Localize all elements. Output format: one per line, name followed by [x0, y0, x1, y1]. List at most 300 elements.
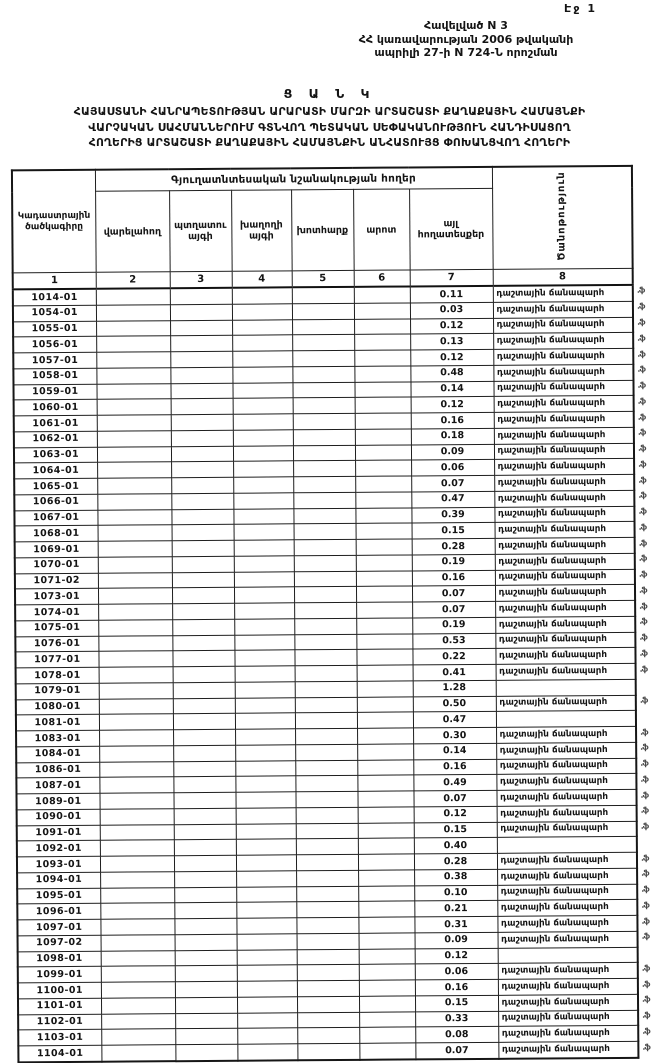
cell-vineyard	[236, 902, 296, 918]
cell-cadastral-code: 1083-01	[16, 730, 99, 746]
cell-note: դաշտային ճանապարհ	[494, 506, 634, 523]
cell-arable	[98, 651, 172, 667]
cell-orchard	[171, 414, 233, 430]
cell-arable	[100, 919, 174, 935]
cell-note: դաշտային ճանապարհ	[493, 301, 633, 318]
cell-vineyard	[233, 461, 293, 477]
cell-cadastral-code: 1099-01	[18, 966, 101, 982]
cell-vineyard	[233, 477, 293, 493]
cell-cadastral-code: 1074-01	[15, 604, 98, 620]
margin-artifact-mark: .ֆ	[641, 979, 650, 989]
cell-vineyard	[237, 934, 297, 950]
cell-hayfield	[295, 713, 357, 729]
cell-pasture	[355, 444, 411, 460]
cell-hayfield	[296, 807, 358, 823]
cell-orchard	[175, 950, 237, 966]
cell-note: դաշտային ճանապարհ	[497, 884, 637, 901]
cell-vineyard	[235, 760, 295, 776]
cell-arable	[96, 304, 170, 320]
cell-vineyard	[237, 1044, 297, 1061]
cell-arable	[98, 588, 172, 604]
cell-cadastral-code: 1075-01	[15, 620, 98, 636]
cell-vineyard	[234, 619, 294, 635]
cell-note: դաշտային ճանապարհ	[493, 285, 633, 302]
cell-note: դաշտային ճանապարհ	[495, 553, 635, 570]
table-body	[13, 285, 639, 1062]
cell-arable	[101, 1013, 175, 1029]
margin-artifact-mark: .ֆ	[640, 742, 648, 752]
cell-arable	[97, 509, 171, 525]
cell-hayfield	[294, 634, 356, 650]
margin-artifact-mark: .ֆ	[637, 412, 646, 422]
cell-hayfield	[292, 382, 354, 398]
cell-orchard	[174, 902, 236, 918]
cell-arable	[97, 446, 171, 462]
cell-orchard	[171, 493, 233, 509]
margin-artifact-mark: .ֆ	[640, 758, 648, 768]
cell-hayfield	[295, 760, 357, 776]
cell-other-lands: 0.18	[411, 428, 494, 444]
subtitle-line: ՎԱՐՉԱԿԱՆ ՍԱՀՄԱՆՆԵՐՈՒՄ ԳՏՆՎՈՂ ՊԵՏԱԿԱՆ ՍԵՓԱԿԱՆՈՒԹՅՈՒՆ ՀԱՆԴԻՍԱՑՈՂ	[88, 120, 571, 134]
margin-artifact-mark: .ֆ	[638, 538, 647, 548]
margin-artifact-mark: .ֆ	[637, 364, 645, 374]
cell-hayfield	[295, 776, 357, 792]
cell-arable	[99, 745, 173, 761]
cell-other-lands: 0.28	[414, 853, 497, 869]
cell-hayfield	[295, 728, 357, 744]
cell-cadastral-code: 1101-01	[18, 998, 101, 1014]
cell-cadastral-code: 1073-01	[15, 588, 98, 604]
cell-orchard	[172, 650, 234, 666]
cell-other-lands: 0.14	[410, 381, 493, 397]
cell-arable	[100, 824, 174, 840]
header-group-agricultural-lands: Գյուղատնտեսական նշանակության հողեր	[95, 167, 492, 191]
cell-other-lands: 0.12	[415, 948, 498, 964]
cell-pasture	[356, 570, 412, 586]
cell-cadastral-code: 1059-01	[13, 384, 96, 400]
cell-cadastral-code: 1091-01	[17, 825, 100, 841]
cell-pasture	[359, 948, 415, 964]
cell-cadastral-code: 1102-01	[18, 1014, 101, 1030]
cell-cadastral-code: 1062-01	[14, 431, 97, 447]
land-table	[11, 165, 640, 1063]
cell-hayfield	[294, 602, 356, 618]
cell-other-lands: 0.08	[415, 1027, 498, 1043]
page-number: Էջ 1	[564, 2, 597, 15]
cell-pasture	[357, 759, 413, 775]
cell-vineyard	[235, 729, 295, 745]
cell-orchard	[170, 351, 232, 367]
cell-other-lands: 0.21	[414, 901, 497, 917]
cell-pasture	[354, 303, 410, 319]
cell-arable	[98, 572, 172, 588]
cell-pasture	[354, 381, 410, 397]
cell-arable	[100, 903, 174, 919]
cell-vineyard	[234, 634, 294, 650]
cell-arable	[96, 367, 170, 383]
cell-vineyard	[232, 319, 292, 335]
cell-hayfield	[295, 697, 357, 713]
cell-arable	[101, 966, 175, 982]
cell-note: դաշտային ճանապարհ	[497, 852, 637, 869]
cell-vineyard	[234, 571, 294, 587]
cell-pasture	[354, 350, 410, 366]
cell-note: դաշտային ճանապարհ	[497, 915, 637, 932]
cell-cadastral-code: 1089-01	[16, 793, 99, 809]
cell-orchard	[173, 792, 235, 808]
cell-note: դաշտային ճանապարհ	[494, 474, 634, 491]
cell-cadastral-code: 1090-01	[17, 809, 100, 825]
cell-cadastral-code: 1055-01	[13, 321, 96, 337]
header-note	[492, 166, 633, 270]
cell-arable	[101, 997, 175, 1013]
cell-arable	[100, 856, 174, 872]
cell-arable	[99, 730, 173, 746]
cell-note: դաշտային ճանապարհ	[498, 1010, 638, 1027]
cell-pasture	[358, 917, 414, 933]
margin-artifact-mark: .ֆ	[641, 900, 649, 910]
margin-artifact-mark: .ֆ	[637, 317, 645, 327]
cell-cadastral-code: 1098-01	[18, 951, 101, 967]
cell-cadastral-code: 1061-01	[14, 415, 97, 431]
cell-orchard	[171, 509, 233, 525]
cell-other-lands: 0.07	[412, 586, 495, 602]
cell-other-lands: 0.41	[413, 664, 496, 680]
cell-note	[497, 837, 637, 854]
cell-pasture	[356, 555, 412, 571]
cell-orchard	[171, 430, 233, 446]
margin-artifact-mark: .ֆ	[638, 569, 647, 579]
cell-pasture	[356, 633, 412, 649]
cell-cadastral-code: 1097-01	[17, 919, 100, 935]
cell-other-lands: 0.47	[413, 712, 496, 728]
cell-orchard	[174, 855, 236, 871]
margin-artifact-mark: .ֆ	[641, 868, 649, 878]
cell-vineyard	[237, 1012, 297, 1028]
cell-pasture	[355, 429, 411, 445]
cell-pasture	[355, 476, 411, 492]
cell-cadastral-code: 1014-01	[13, 289, 96, 306]
cell-pasture	[357, 744, 413, 760]
cell-note: դաշտային ճանապարհ	[497, 868, 637, 885]
cell-hayfield	[293, 398, 355, 414]
margin-artifact-mark: .ֆ	[636, 301, 645, 311]
cell-cadastral-code: 1058-01	[13, 368, 96, 384]
cell-arable	[96, 288, 170, 305]
header-pasture: արոտ	[353, 189, 410, 270]
cell-cadastral-code: 1097-02	[18, 935, 101, 951]
cell-pasture	[357, 775, 413, 791]
cell-vineyard	[236, 886, 296, 902]
cell-vineyard	[234, 556, 294, 572]
cell-note: դաշտային ճանապարհ	[495, 537, 635, 554]
cell-cadastral-code: 1064-01	[14, 463, 97, 479]
cell-cadastral-code: 1076-01	[15, 636, 98, 652]
cell-orchard	[173, 666, 235, 682]
cell-other-lands: 0.07	[415, 1042, 498, 1059]
margin-artifact-mark: .ֆ	[638, 490, 646, 500]
cell-hayfield	[294, 618, 356, 634]
margin-artifact-mark: .ֆ	[638, 522, 647, 532]
margin-artifact-mark: .ֆ	[637, 396, 646, 406]
cell-note: դաշտային ճանապարհ	[495, 600, 635, 617]
column-number: 6	[354, 270, 410, 287]
cell-hayfield	[296, 870, 358, 886]
cell-cadastral-code: 1066-01	[14, 494, 97, 510]
cell-orchard	[170, 288, 232, 305]
cell-other-lands: 0.49	[413, 775, 496, 791]
margin-artifact-mark: .ֆ	[640, 853, 649, 863]
cell-hayfield	[296, 823, 358, 839]
margin-artifact-mark: .ֆ	[639, 648, 648, 658]
cell-vineyard	[235, 713, 295, 729]
appendix-line: ապրիլի 27-ի N 724-Ն որոշման	[374, 46, 558, 59]
cell-pasture	[355, 507, 411, 523]
cell-pasture	[354, 334, 410, 350]
cell-arable	[101, 982, 175, 998]
cell-hayfield	[292, 335, 354, 351]
cell-hayfield	[292, 303, 354, 319]
cell-hayfield	[297, 949, 359, 965]
cell-cadastral-code: 1063-01	[14, 447, 97, 463]
cell-pasture	[356, 586, 412, 602]
cell-orchard	[175, 997, 237, 1013]
cell-orchard	[174, 824, 236, 840]
cell-note: դաշտային ճանապարհ	[494, 427, 634, 444]
cell-other-lands: 0.11	[410, 286, 493, 303]
header-cadastral-code: Կադաստրային ծածկագիրը	[12, 170, 96, 273]
cell-hayfield	[292, 319, 354, 335]
cell-hayfield	[293, 508, 355, 524]
cell-hayfield	[293, 413, 355, 429]
margin-artifact-mark: .ֆ	[642, 1026, 650, 1036]
cell-cadastral-code: 1081-01	[16, 714, 99, 730]
cell-note: դաշտային ճանապարհ	[497, 900, 637, 917]
cell-arable	[96, 336, 170, 352]
cell-cadastral-code: 1057-01	[13, 352, 96, 368]
cell-orchard	[175, 1044, 237, 1061]
cell-cadastral-code: 1104-01	[18, 1045, 101, 1062]
cell-vineyard	[233, 398, 293, 414]
cell-pasture	[355, 460, 411, 476]
cell-vineyard	[234, 587, 294, 603]
cell-note: դաշտային ճանապարհ	[494, 459, 634, 476]
cell-other-lands: 0.15	[414, 822, 497, 838]
cell-pasture	[357, 712, 413, 728]
cell-orchard	[171, 462, 233, 478]
cell-vineyard	[233, 493, 293, 509]
cell-arable	[101, 950, 175, 966]
cell-note: դաշտային ճանապարհ	[498, 931, 638, 948]
cell-vineyard	[236, 823, 296, 839]
cell-pasture	[356, 523, 412, 539]
cell-pasture	[354, 286, 410, 303]
cell-pasture	[355, 492, 411, 508]
cell-arable	[99, 667, 173, 683]
cell-orchard	[172, 619, 234, 635]
cell-note: դաշտային ճանապարհ	[498, 1026, 638, 1043]
cell-note: դաշտային ճանապարհ	[493, 364, 633, 381]
cell-orchard	[171, 399, 233, 415]
cell-hayfield	[292, 350, 354, 366]
cell-arable	[98, 525, 172, 541]
header-arable: վարելահող	[95, 191, 170, 273]
cell-pasture	[359, 980, 415, 996]
cell-arable	[97, 430, 171, 446]
cell-other-lands: 0.07	[413, 790, 496, 806]
cell-note	[496, 679, 636, 696]
cell-arable	[100, 840, 174, 856]
cell-cadastral-code: 1060-01	[14, 400, 97, 416]
cell-orchard	[175, 981, 237, 997]
cell-other-lands: 0.40	[414, 838, 497, 854]
cell-hayfield	[297, 980, 359, 996]
cell-pasture	[357, 728, 413, 744]
margin-artifact-mark: .ֆ	[637, 427, 646, 437]
cell-hayfield	[293, 476, 355, 492]
margin-artifact-mark: .ֆ	[640, 774, 648, 784]
cell-orchard	[172, 572, 234, 588]
cell-orchard	[173, 729, 235, 745]
cell-orchard	[170, 367, 232, 383]
cell-orchard	[172, 540, 234, 556]
cell-vineyard	[236, 839, 296, 855]
cell-arable	[96, 352, 170, 368]
subtitle-line: ՀԱՅԱՍՏԱՆԻ ՀԱՆՐԱՊԵՏՈՒԹՅԱՆ ԱՐԱՐԱՏԻ ՄԱՐԶԻ ԱՐՏԱՇԱՏԻ ՔԱՂԱՔԱՅԻՆ ՀԱՄԱՅՆՔԻ	[73, 105, 586, 118]
cell-note: դաշտային ճանապարհ	[495, 522, 635, 539]
document-title: Ց Ա Ն Կ	[283, 86, 376, 101]
cell-other-lands: 0.33	[415, 1011, 498, 1027]
cell-hayfield	[294, 524, 356, 540]
cell-arable	[100, 871, 174, 887]
cell-orchard	[172, 603, 234, 619]
cell-orchard	[170, 336, 232, 352]
margin-artifact-mark: .ֆ	[637, 349, 645, 359]
cell-vineyard	[232, 335, 292, 351]
cell-vineyard	[235, 792, 295, 808]
column-number: 7	[410, 269, 493, 286]
cell-orchard	[172, 525, 234, 541]
cell-arable	[100, 887, 174, 903]
cell-note: դաշտային ճանապարհ	[496, 695, 636, 712]
cell-note: դաշտային ճանապարհ	[493, 317, 633, 334]
cell-orchard	[175, 1028, 237, 1044]
cell-pasture	[354, 366, 410, 382]
cell-note: դաշտային ճանապարհ	[495, 616, 635, 633]
cell-orchard	[175, 934, 237, 950]
cell-pasture	[356, 649, 412, 665]
cell-arable	[98, 619, 172, 635]
margin-artifact-mark: .ֆ	[641, 931, 650, 941]
appendix-line: Հավելված N 3	[424, 19, 508, 32]
cell-orchard	[173, 713, 235, 729]
cell-note: դաշտային ճանապարհ	[493, 348, 633, 365]
cell-orchard	[172, 635, 234, 651]
margin-artifact-mark: .ֆ	[637, 333, 645, 343]
column-number: 2	[96, 272, 170, 289]
cell-hayfield	[297, 996, 359, 1012]
cell-arable	[100, 808, 174, 824]
cell-vineyard	[237, 997, 297, 1013]
margin-artifact-mark: .ֆ	[639, 632, 647, 642]
cell-hayfield	[297, 1012, 359, 1028]
cell-other-lands: 0.19	[412, 617, 495, 633]
header-vineyard: խաղողի այգի	[231, 190, 292, 271]
cell-pasture	[356, 618, 412, 634]
cell-vineyard	[233, 445, 293, 461]
cell-cadastral-code: 1086-01	[16, 762, 99, 778]
cell-note: դաշտային ճանապարհ	[498, 994, 638, 1011]
header-other-lands: այլ հողատեսքեր	[409, 188, 493, 270]
table-row	[18, 1041, 638, 1062]
margin-artifact-mark: .ֆ	[640, 790, 649, 800]
cell-other-lands: 0.15	[412, 523, 495, 539]
cell-cadastral-code: 1087-01	[16, 777, 99, 793]
cell-arable	[97, 399, 171, 415]
cell-hayfield	[294, 539, 356, 555]
cell-note: դաշտային ճանապարհ	[496, 774, 636, 791]
cell-other-lands: 0.07	[412, 601, 495, 617]
cell-orchard	[173, 682, 235, 698]
cell-orchard	[171, 477, 233, 493]
cell-hayfield	[294, 587, 356, 603]
cell-pasture	[359, 1011, 415, 1027]
cell-pasture	[358, 822, 414, 838]
cell-cadastral-code: 1080-01	[16, 699, 99, 715]
cell-pasture	[357, 681, 413, 697]
cell-note: դաշտային ճանապարհ	[498, 1041, 638, 1058]
cell-pasture	[354, 318, 410, 334]
cell-arable	[101, 1029, 175, 1045]
cell-pasture	[358, 838, 414, 854]
header-hayfield: խոտհարք	[291, 189, 354, 270]
cell-arable	[99, 714, 173, 730]
cell-hayfield	[294, 650, 356, 666]
cell-note: դաշտային ճանապարհ	[496, 663, 636, 680]
cell-other-lands: 0.09	[415, 932, 498, 948]
cell-cadastral-code: 1103-01	[18, 1029, 101, 1045]
cell-hayfield	[294, 571, 356, 587]
cell-cadastral-code: 1096-01	[17, 903, 100, 919]
cell-other-lands: 0.47	[411, 491, 494, 507]
cell-vineyard	[236, 918, 296, 934]
cell-orchard	[172, 588, 234, 604]
cell-hayfield	[295, 665, 357, 681]
margin-artifact-mark: .ֆ	[638, 553, 647, 563]
cell-arable	[99, 682, 173, 698]
margin-artifact-mark: .ֆ	[638, 506, 647, 516]
cell-orchard	[174, 871, 236, 887]
cell-other-lands: 0.38	[414, 869, 497, 885]
margin-artifact-mark: .ֆ	[640, 727, 648, 737]
cell-cadastral-code: 1054-01	[13, 305, 96, 321]
cell-vineyard	[232, 287, 292, 304]
appendix-block	[301, 19, 631, 60]
column-number: 3	[170, 271, 232, 288]
cell-orchard	[175, 1013, 237, 1029]
cell-cadastral-code: 1065-01	[14, 478, 97, 494]
cell-hayfield	[297, 1028, 359, 1044]
cell-pasture	[355, 397, 411, 413]
cell-orchard	[174, 808, 236, 824]
cell-other-lands: 0.12	[414, 806, 497, 822]
cell-other-lands: 0.15	[415, 995, 498, 1011]
cell-orchard	[170, 304, 232, 320]
cell-vineyard	[232, 351, 292, 367]
cell-note: դաշտային ճանապարհ	[498, 978, 638, 995]
cell-hayfield	[293, 461, 355, 477]
cell-pasture	[356, 602, 412, 618]
